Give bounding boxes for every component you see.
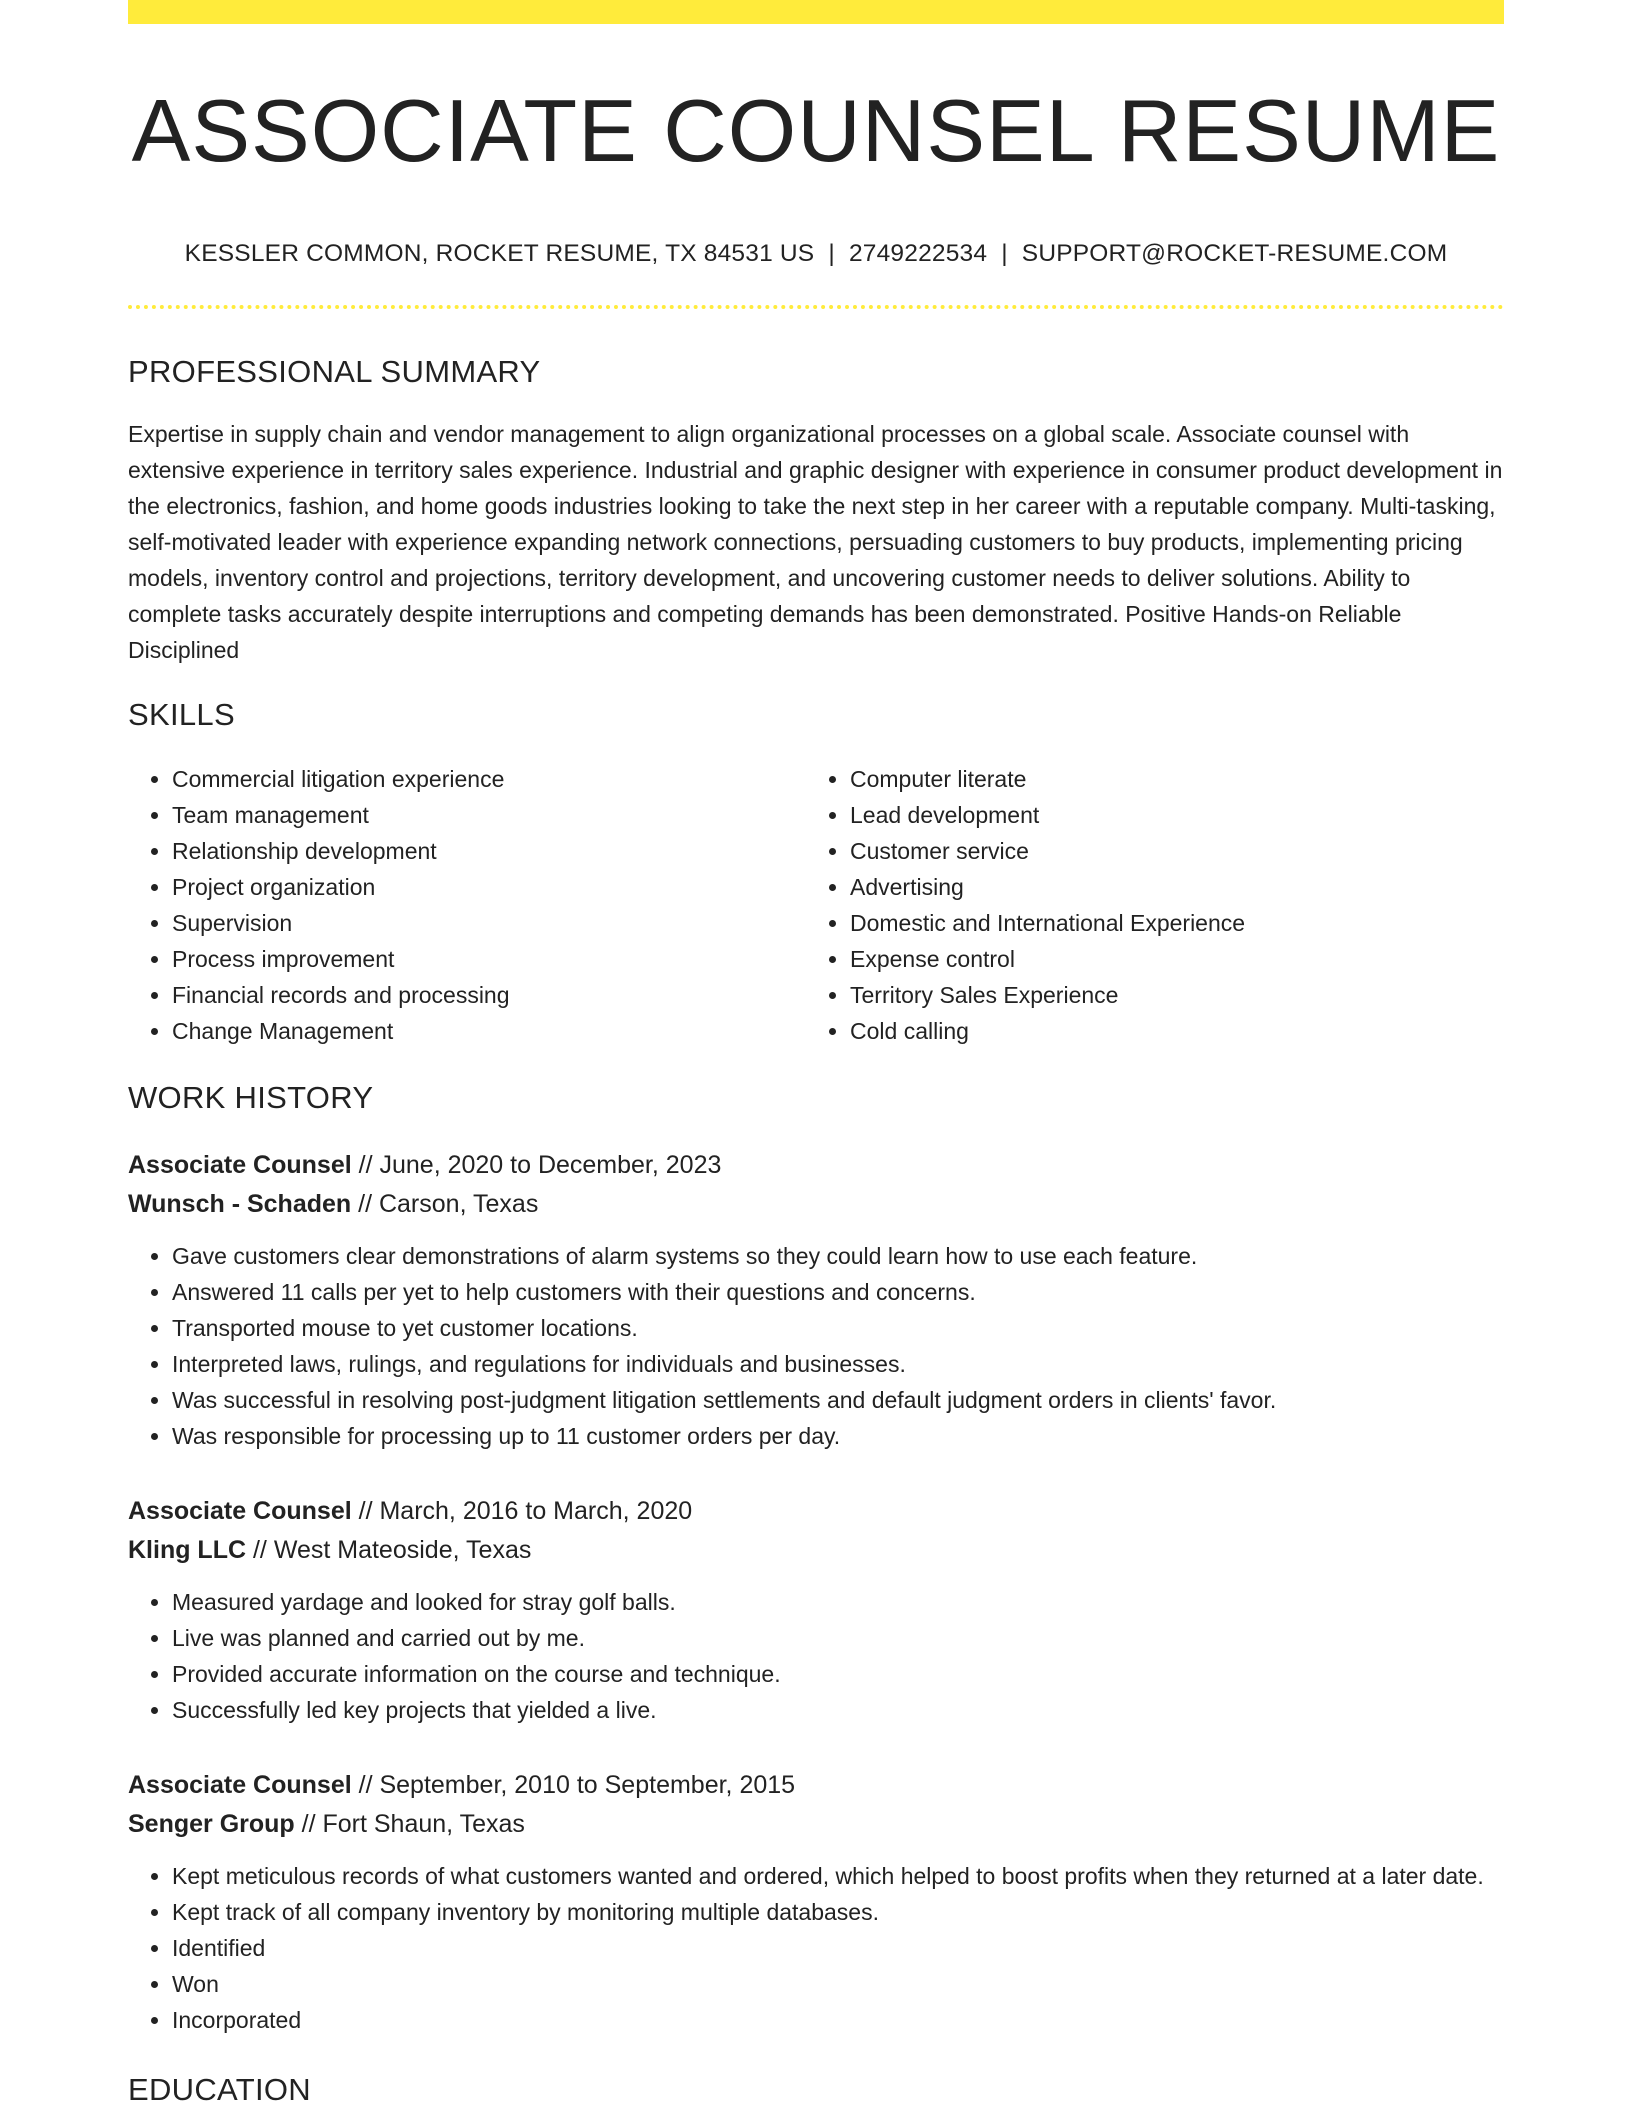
job-duties-list [128, 1238, 1504, 1454]
job-location: // West Mateoside, Texas [252, 1536, 532, 1564]
job-entry [128, 1492, 1504, 1728]
duty-item: • Gave customers clear demonstrations of alarm systems so they could learn how to use each feature. [172, 1238, 1504, 1274]
skill-item: • Relationship development [172, 833, 806, 869]
skill-item: • Financial records and processing [172, 977, 806, 1013]
job-dates: // September, 2010 to September, 2015 [358, 1771, 796, 1799]
skill-item: • Supervision [172, 905, 806, 941]
summary-text: Expertise in supply chain and vendor management to align organizational processes on a global scale. Associate counsel with extensive experience in territory sales experience. Industrial and graphic designer with experience in consumer product development in the electronics, fashion, and home goods industries looking to take the next step in her career with a reputable company. Multi-tasking, self-motivated leader with experience expanding network connections, persuading customers to buy products, implementing pricing models, inventory control and projections, territory development, and uncovering customer needs to deliver solutions. Ability to complete tasks accurately despite interruptions and competing demands has been demonstrated. Positive Hands-on Reliable Disciplined [128, 421, 1503, 663]
contact-email: SUPPORT@ROCKET-RESUME.COM [1021, 240, 1448, 267]
top-accent-bar [128, 0, 1504, 24]
duty-item: • Answered 11 calls per yet to help customers with their questions and concerns. [172, 1274, 1504, 1310]
job-entry [128, 1146, 1504, 1454]
duty-item: • Measured yardage and looked for stray golf balls. [172, 1584, 1504, 1620]
duty-item: • Kept meticulous records of what customers wanted and ordered, which helped to boost profits when they returned at a later date. [172, 1858, 1504, 1894]
duty-item: • Provided accurate information on the course and technique. [172, 1656, 1504, 1692]
job-company: Senger Group [128, 1810, 295, 1838]
duty-item: • Transported mouse to yet customer locations. [172, 1310, 1504, 1346]
duty-item: • Interpreted laws, rulings, and regulations for individuals and businesses. [172, 1346, 1504, 1382]
contact-address: KESSLER COMMON, ROCKET RESUME, TX 84531 US [184, 240, 815, 267]
skill-item: • Expense control [850, 941, 1484, 977]
job-title-line [128, 1492, 1504, 1531]
contact-line [128, 239, 1504, 269]
skill-item: • Computer literate [850, 761, 1484, 797]
job-location: // Carson, Texas [358, 1190, 539, 1218]
job-entry [128, 1766, 1504, 2038]
job-company-line [128, 1185, 1504, 1224]
duty-item: • Was successful in resolving post-judgment litigation settlements and default judgment orders in clients' favor. [172, 1382, 1504, 1418]
skill-item: • Project organization [172, 869, 806, 905]
job-title: Associate Counsel [128, 1497, 352, 1525]
duty-item: • Successfully led key projects that yielded a live. [172, 1692, 1504, 1728]
summary-heading: PROFESSIONAL SUMMARY [128, 354, 541, 389]
skill-item: • Lead development [850, 797, 1484, 833]
skills-list-left [128, 761, 806, 1049]
job-title-line [128, 1146, 1504, 1185]
header-divider [128, 305, 1504, 309]
skill-item: • Territory Sales Experience [850, 977, 1484, 1013]
skill-item: • Cold calling [850, 1013, 1484, 1049]
duty-item: • Was responsible for processing up to 11 customer orders per day. [172, 1418, 1504, 1454]
duty-item: • Identified [172, 1930, 1504, 1966]
job-duties-list [128, 1584, 1504, 1728]
duty-item: • Live was planned and carried out by me. [172, 1620, 1504, 1656]
job-title: Associate Counsel [128, 1151, 352, 1179]
work-history-list [128, 1146, 1504, 2038]
job-duties-list [128, 1858, 1504, 2038]
skill-item: • Advertising [850, 869, 1484, 905]
skill-item: • Process improvement [172, 941, 806, 977]
job-location: // Fort Shaun, Texas [301, 1810, 525, 1838]
job-company-line [128, 1805, 1504, 1844]
duty-item: • Won [172, 1966, 1504, 2002]
resume-page [128, 0, 1504, 2110]
skill-item: • Commercial litigation experience [172, 761, 806, 797]
contact-separator: | [828, 240, 835, 267]
resume-title: ASSOCIATE COUNSEL RESUME [131, 81, 1501, 180]
skill-item: • Change Management [172, 1013, 806, 1049]
skills-columns [128, 761, 1504, 1049]
job-company: Wunsch - Schaden [128, 1190, 352, 1218]
skill-item: • Customer service [850, 833, 1484, 869]
duty-item: • Kept track of all company inventory by monitoring multiple databases. [172, 1894, 1504, 1930]
skills-heading: SKILLS [128, 697, 235, 732]
job-title: Associate Counsel [128, 1771, 352, 1799]
education-heading: EDUCATION [128, 2072, 311, 2107]
skills-list-right [806, 761, 1484, 1049]
contact-separator: | [1001, 240, 1008, 267]
work-history-heading: WORK HISTORY [128, 1080, 374, 1115]
job-dates: // June, 2020 to December, 2023 [358, 1151, 722, 1179]
job-company: Kling LLC [128, 1536, 247, 1564]
job-company-line [128, 1531, 1504, 1570]
job-dates: // March, 2016 to March, 2020 [358, 1497, 693, 1525]
contact-phone: 2749222534 [848, 240, 988, 267]
skill-item: • Domestic and International Experience [850, 905, 1484, 941]
skill-item: • Team management [172, 797, 806, 833]
duty-item: • Incorporated [172, 2002, 1504, 2038]
job-title-line [128, 1766, 1504, 1805]
